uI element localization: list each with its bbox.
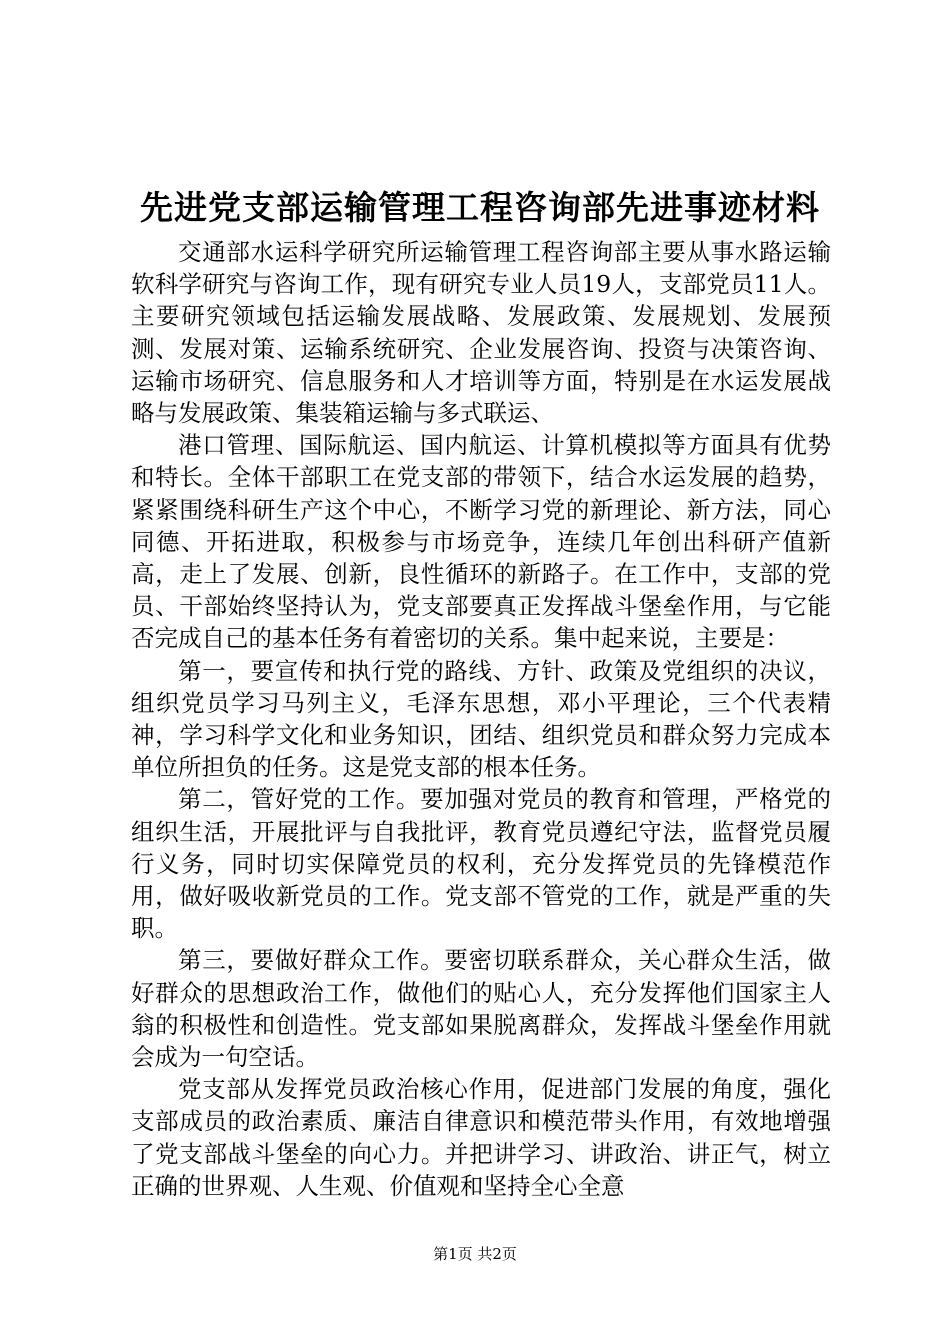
paragraph-task-two: 第二，管好党的工作。要加强对党员的教育和管理，严格党的组织生活，开展批评与自我批评，教育党员遵纪守法，监督党员履行义务，同时切实保障党员的权利，充分发挥党员的先锋模范作用，做好吸收新党员的工作。党支部不管党的工作，就是严重的失职。 <box>131 785 831 943</box>
document-title: 先进党支部运输管理工程咨询部先进事迹材料 <box>140 188 820 227</box>
document-body <box>131 236 831 1202</box>
paragraph-intro: 交通部水运科学研究所运输管理工程咨询部主要从事水路运输软科学研究与咨询工作，现有研究专业人员19人，支部党员11人。主要研究领域包括运输发展战略、发展政策、发展规划、发展预测、发展对策、运输系统研究、企业发展咨询、投资与决策咨询、运输市场研究、信息服务和人才培训等方面，特别是在水运发展战略与发展政策、集装箱运输与多式联运、 <box>131 238 831 428</box>
paragraph-task-three: 第三，要做好群众工作。要密切联系群众，关心群众生活，做好群众的思想政治工作，做他们的贴心人，充分发挥他们国家主人翁的积极性和创造性。党支部如果脱离群众，发挥战斗堡垒作用就会成为一句空话。 <box>131 946 831 1072</box>
paragraph-branch-role: 党支部从发挥党员政治核心作用，促进部门发展的角度，强化支部成员的政治素质、廉洁自律意识和模范带头作用，有效地增强了党支部战斗堡垒的向心力。并把讲学习、讲政治、讲正气，树立正确的世界观、人生观、价值观和坚持全心全意 <box>131 1075 831 1200</box>
page-footer: 第1页 共2页 <box>433 1245 517 1263</box>
paragraph-strengths: 港口管理、国际航运、国内航运、计算机模拟等方面具有优势和特长。全体干部职工在党支部的带领下，结合水运发展的趋势，紧紧围绕科研生产这个中心，不断学习党的新理论、新方法，同心同德、开拓进取，积极参与市场竞争，连续几年创出科研产值新高，走上了发展、创新，良性循环的新路子。在工作中，支部的党员、干部始终坚持认为，党支部要真正发挥战斗堡垒作用，与它能否完成自己的基本任务有着密切的关系。集中起来说，主要是： <box>131 431 831 653</box>
paragraph-task-one: 第一，要宣传和执行党的路线、方针、政策及党组织的决议，组织党员学习马列主义，毛泽东思想，邓小平理论，三个代表精神，学习科学文化和业务知识，团结、组织党员和群众努力完成本单位所担负的任务。这是党支部的根本任务。 <box>131 656 831 782</box>
